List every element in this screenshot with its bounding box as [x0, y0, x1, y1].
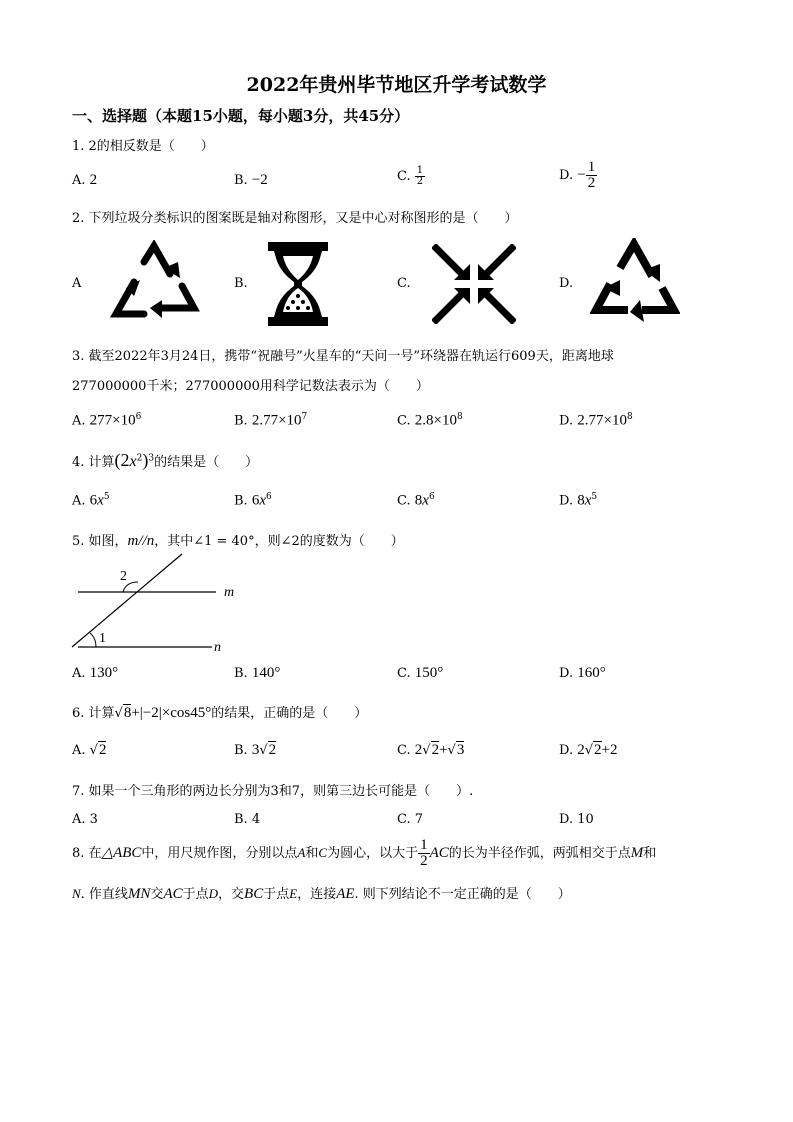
question-1-stem: 1. 2的相反数是（ ） [72, 139, 214, 154]
q6-option-d[interactable]: D. 2√2+2 [559, 742, 618, 758]
q2-option-a-label[interactable]: A [72, 276, 82, 291]
q1-option-d[interactable]: D. − $\frac{1}{2}$ [559, 159, 596, 191]
q7-option-d[interactable]: D. 10 [559, 812, 594, 827]
q1-option-b[interactable]: B. −2 [234, 172, 268, 188]
parallel-lines-figure [66, 550, 256, 658]
q3-option-a[interactable]: A. $277\times 10^6$ [72, 412, 142, 429]
hourglass-icon [266, 242, 330, 326]
recycle-loop-icon [590, 238, 680, 330]
q4-option-a[interactable]: A. $6x^5$ [72, 492, 110, 509]
question-3-stem-line2: 277000000千米；277000000用科学记数法表示为（ ） [72, 379, 429, 394]
q6-option-b[interactable]: B. 3√2 [234, 742, 277, 758]
inward-arrows-icon [432, 244, 516, 324]
q5-option-b[interactable]: B. 140° [234, 665, 281, 681]
section-heading: 一、选择题（本题15小题，每小题3分，共45分） [72, 107, 410, 125]
question-6-stem: 6. 计算√8+|−2|×cos45°的结果，正确的是（ ） [72, 705, 368, 721]
q6-option-c[interactable]: C. 2√2+√3 [397, 742, 465, 758]
question-8-stem-line2: N. 作直线MN交AC于点D，交BC于点E，连接AE. 则下列结论不一定正确的是（ ） [72, 886, 571, 902]
page-title: 2022年贵州毕节地区升学考试数学 [246, 74, 547, 96]
q5-option-c[interactable]: C. 150° [397, 665, 444, 681]
line-m-label: m [224, 585, 235, 600]
q4-option-c[interactable]: C. $8x^6$ [397, 492, 435, 509]
angle-2-label: 2 [120, 569, 127, 584]
q2-option-d-label[interactable]: D. [559, 276, 574, 291]
q2-option-c-label[interactable]: C. [397, 276, 411, 291]
q1-option-a[interactable]: A. 2 [72, 172, 98, 188]
question-5-stem: 5. 如图，m//n，其中∠1 = 40°，则∠2的度数为（ ） [72, 533, 404, 549]
q7-option-a[interactable]: A. 3 [72, 812, 98, 827]
question-2-stem: 2. 下列垃圾分类标识的图案既是轴对称图形，又是中心对称图形的是（ ） [72, 211, 518, 226]
q5-option-a[interactable]: A. 130° [72, 665, 119, 681]
q1-option-c[interactable]: C. $\frac{1}{2}$ [397, 165, 424, 187]
q4-option-d[interactable]: D. $8x^5$ [559, 492, 598, 509]
angle-1-label: 1 [99, 631, 106, 646]
q2-option-b-label[interactable]: B. [234, 276, 248, 291]
q3-option-b[interactable]: B. $2.77\times 10^7$ [234, 412, 308, 429]
q7-option-b[interactable]: B. 4 [234, 812, 261, 827]
recycle-triangle-icon [104, 240, 204, 326]
q7-option-c[interactable]: C. 7 [397, 812, 424, 827]
q4-option-b[interactable]: B. $6x^6$ [234, 492, 272, 509]
question-7-stem: 7. 如果一个三角形的两边长分别为3和7，则第三边长可能是（ ）. [72, 784, 474, 799]
q3-option-d[interactable]: D. $2.77\times 10^8$ [559, 412, 633, 429]
line-n-label: n [214, 640, 221, 655]
q3-option-c[interactable]: C. $2.8\times 10^8$ [397, 412, 463, 429]
question-3-stem-line1: 3. 截至2022年3月24日，携带“祝融号”火星车的“天问一号”环绕器在轨运行609天，距离地球 [72, 349, 614, 364]
question-8-stem-line1: 8. 在△ABC中，用尺规作图，分别以点A和C为圆心，以大于 $\frac{1}{2}$ AC的长为半径作弧，两弧相交于点M和 [72, 837, 657, 869]
question-4-stem: 4. 计算$(2x^2)^3$的结果是（ ） [72, 450, 259, 470]
q6-option-a[interactable]: A. √2 [72, 742, 107, 758]
q5-option-d[interactable]: D. 160° [559, 665, 606, 681]
